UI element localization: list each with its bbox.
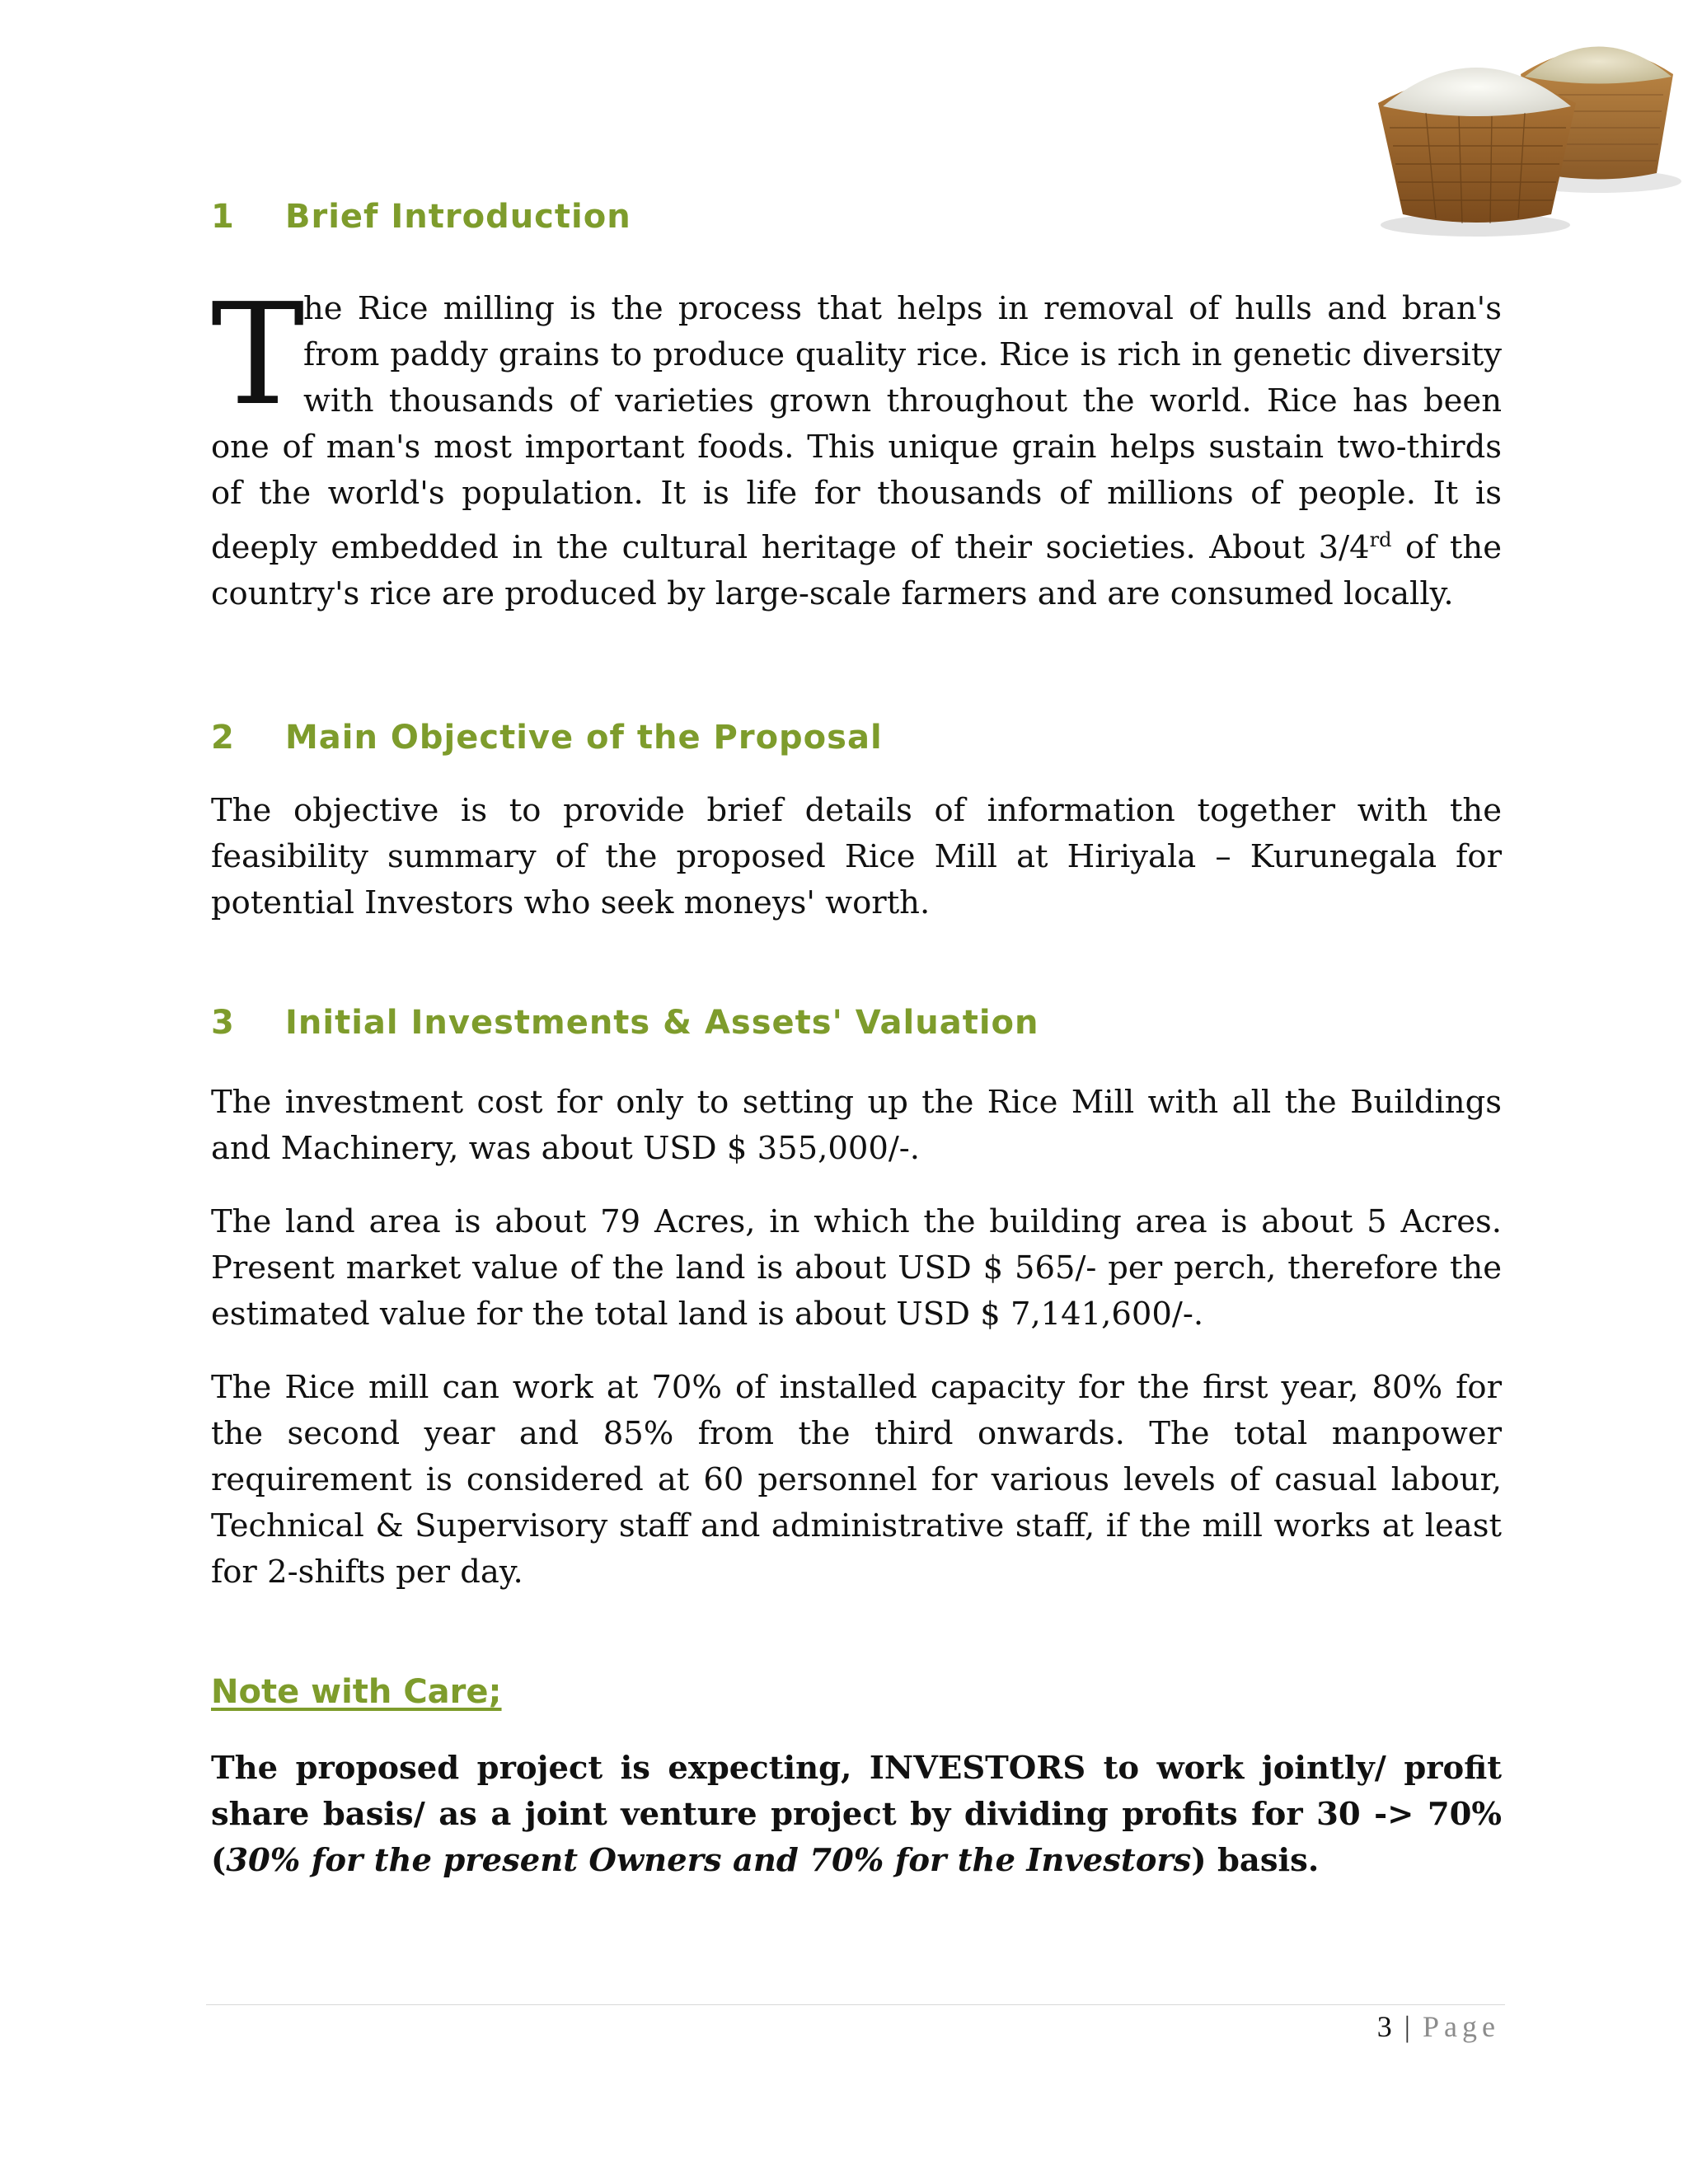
page-label: Page xyxy=(1423,2010,1500,2043)
page-number: 3 xyxy=(1376,2010,1395,2043)
drop-cap: T xyxy=(211,274,305,437)
section-heading-2 xyxy=(211,719,883,757)
investment-paragraph-1: The investment cost for only to setting up the Rice Mill with all the Buildings and Machinery, was about USD $ 355,000/-. xyxy=(211,1084,1502,1167)
section-title: Brief Introduction xyxy=(285,198,631,236)
objective-paragraph: The objective is to provide brief details of information together with the feasibility summary of the proposed Rice Mill at Hiriyala – Kurunegala for potential Investors who seek moneys' worth. xyxy=(211,792,1502,921)
rice-baskets-image xyxy=(1360,21,1681,243)
note-paragraph xyxy=(211,1746,1502,1884)
footer-divider xyxy=(206,2004,1505,2005)
section-number: 2 xyxy=(211,719,235,757)
section-number: 1 xyxy=(211,198,235,236)
intro-paragraph xyxy=(211,274,1502,617)
section-title: Initial Investments & Assets' Valuation xyxy=(285,1004,1039,1042)
note-text-start: The proposed project is expecting, INVESTORS to work jointly/ profit share basis/ as a joint venture project by dividing profits for 30 -> 70% ( xyxy=(211,1750,1502,1879)
intro-superscript: rd xyxy=(1369,528,1392,551)
section-number: 3 xyxy=(211,1004,235,1042)
note-text-end: ) basis. xyxy=(1191,1842,1320,1879)
note-text-italic: 30% for the present Owners and 70% for the Investors xyxy=(226,1842,1192,1879)
footer-separator: | xyxy=(1404,2010,1414,2043)
intro-text xyxy=(211,274,1502,617)
section-heading-3 xyxy=(211,1004,1039,1042)
section-title: Main Objective of the Proposal xyxy=(285,719,883,757)
intro-text-end: of the country's rice are produced by large-scale farmers and are consumed locally. xyxy=(211,528,1502,612)
note-heading: Note with Care; xyxy=(211,1673,502,1711)
investment-paragraph-3: The Rice mill can work at 70% of installed capacity for the first year, 80% for the second year and 85% from the third onwards. The total manpower requirement is considered at 60 personnel for various levels of casual labour, Technical & Supervisory staff and administrative staff, if the mill works at least for 2-shifts per day. xyxy=(211,1369,1502,1591)
intro-text-main: he Rice milling is the process that helps in removal of hulls and bran's from paddy grains to produce quality rice. Rice is rich in genetic diversity with thousands of varieties grown throughout the world. Rice has been one of man's most important foods. This unique grain helps sustain two-thirds of the world's population. It is life for thousands of millions of people. It is deeply embedded in the cultural heritage of their societies. About 3/4 xyxy=(211,290,1502,566)
page-footer xyxy=(1319,2009,1500,2044)
investment-paragraph-2: The land area is about 79 Acres, in which the building area is about 5 Acres. Present market value of the land is about USD $ 565/- per perch, therefore the estimated value for the total land is about USD $ 7,141,600/-. xyxy=(211,1203,1502,1333)
section-heading-1 xyxy=(211,198,631,236)
